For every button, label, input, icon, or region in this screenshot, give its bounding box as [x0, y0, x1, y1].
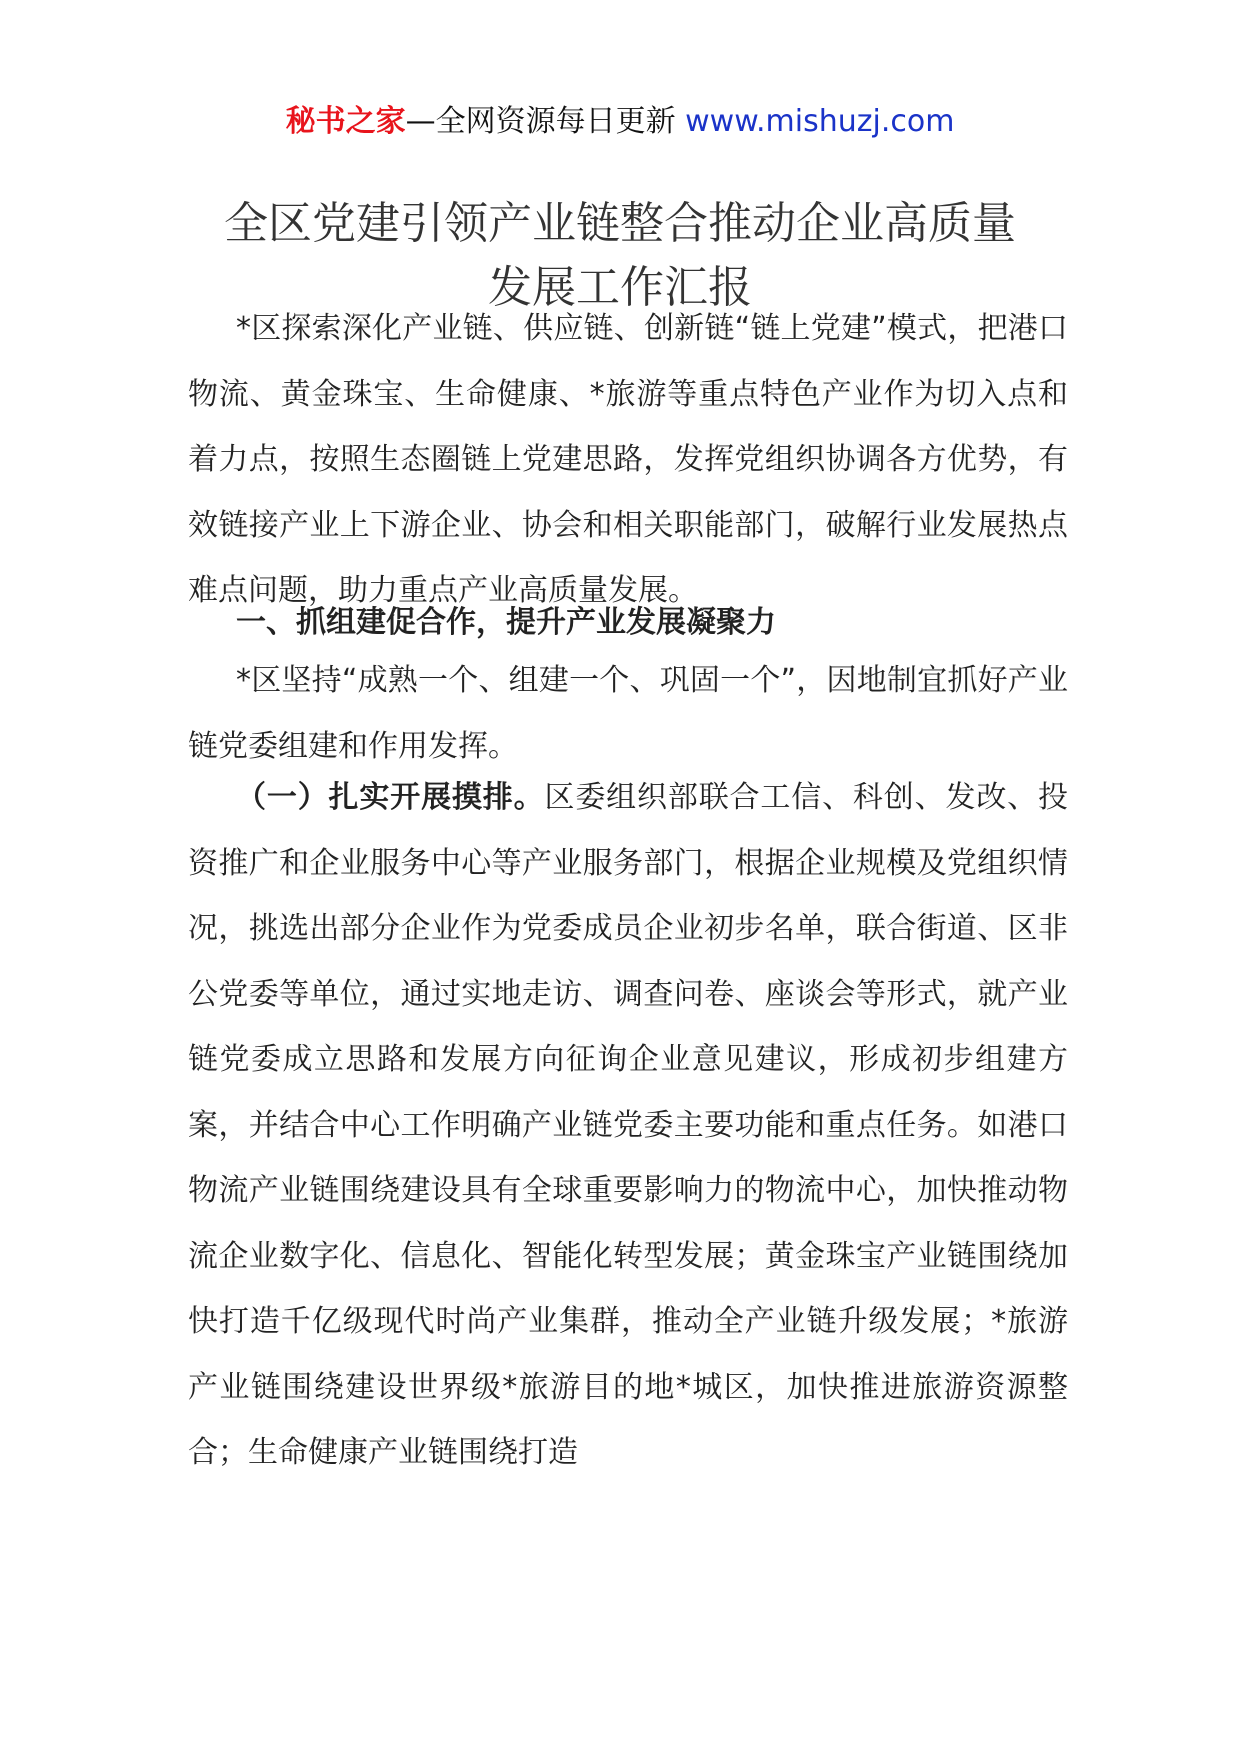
- site-url-link[interactable]: www.mishuzj.com: [685, 104, 955, 139]
- section-1-item-1-paragraph: [188, 765, 1068, 1486]
- site-tagline: —全网资源每日更新: [405, 104, 676, 139]
- document-title-line-2: 发展工作汇报: [488, 262, 752, 313]
- site-brand: 秘书之家: [285, 104, 406, 139]
- item-1-heading: （一）扎实开展摸排。: [236, 780, 545, 815]
- item-1-text: 区委组织部联合工信、科创、发改、投资推广和企业服务中心等产业服务部门，根据企业规模及党组织情况，挑选出部分企业作为党委成员企业初步名单，联合街道、区非公党委等单位，通过实地走访、调查问卷、座谈会等形式，就产业链党委成立思路和发展方向征询企业意见建议，形成初步组建方案，并结合中心工作明确产业链党委主要功能和重点任务。如港口物流产业链围绕建设具有全球重要影响力的物流中心，加快推动物流企业数字化、信息化、智能化转型发展；黄金珠宝产业链围绕加快打造千亿级现代时尚产业集群，推动全产业链升级发展；*旅游产业链围绕建设世界级*旅游目的地*城区，加快推进旅游资源整合；生命健康产业链围绕打造: [188, 780, 1069, 1470]
- section-1-heading: 一、抓组建促合作，提升产业发展凝聚力: [236, 605, 776, 640]
- intro-paragraph: *区探索深化产业链、供应链、创新链“链上党建”模式，把港口物流、黄金珠宝、生命健康、*旅游等重点特色产业作为切入点和着力点，按照生态圈链上党建思路，发挥党组织协调各方优势，有效链接产业上下游企业、协会和相关职能部门，破解行业发展热点难点问题，助力重点产业高质量发展。: [188, 311, 1068, 608]
- document-title-line-1: 全区党建引领产业链整合推动企业高质量: [224, 198, 1016, 249]
- section-1-paragraph: *区坚持“成熟一个、组建一个、巩固一个”，因地制宜抓好产业链党委组建和作用发挥。: [188, 663, 1068, 764]
- site-header: [0, 102, 1240, 142]
